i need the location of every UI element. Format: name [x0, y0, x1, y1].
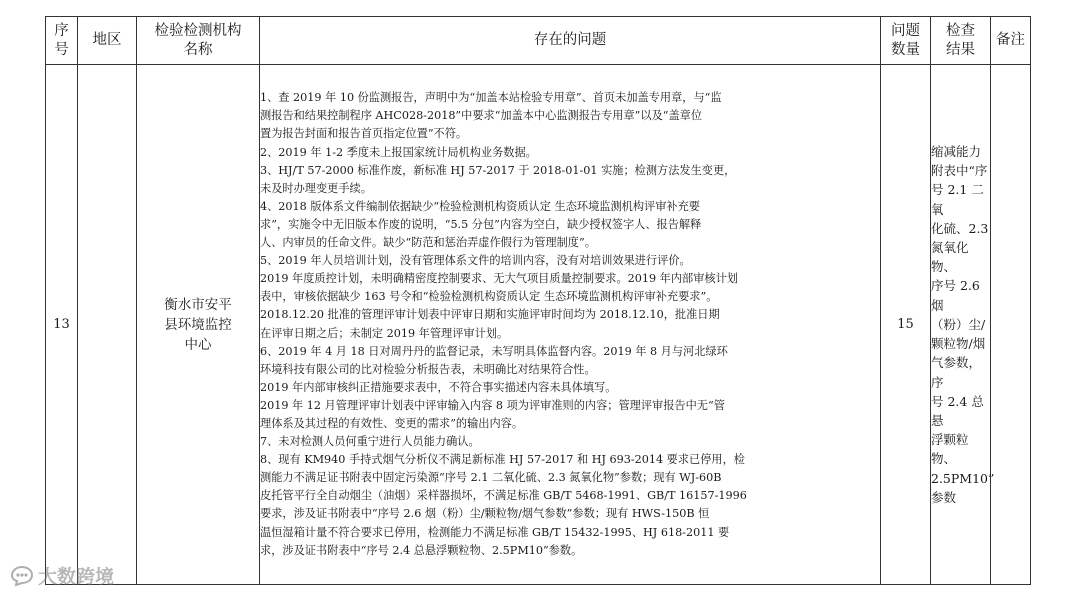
issue-line: 4、2018 版体系文件编制依据缺少“检验检测机构资质认定 生态环境监测机构评审补充要 — [260, 199, 700, 213]
header-org — [137, 17, 260, 65]
org-name: 衡水市安平县环境监控中心 — [164, 296, 232, 353]
issue-line: 2019 年度质控计划，未明确精密度控制要求、无大气项目质量控制要求。2019 年内部审核计划 — [260, 272, 738, 286]
issue-line: 环境科技有限公司的比对检验分析报告表，未明确比对结果符合性。 — [260, 362, 596, 376]
issue-line: 要求，涉及证书附表中“序号 2.6 烟（粉）尘/颗粒物/烟气参数”参数；现有 HWS-150B 恒 — [260, 507, 710, 521]
cell-count: 15 — [881, 65, 931, 585]
chat-bubble-logo-icon — [8, 565, 36, 587]
result-line: 缩减能力 — [931, 144, 982, 160]
issue-line: 测报告和结果控制程序 AHC028-2018”中要求“加盖本中心监测报告专用章”以及“盖章位 — [260, 109, 703, 123]
header-count — [881, 17, 931, 65]
result-line: 序号 2.6 烟 — [931, 278, 980, 313]
issue-line: 2019 年内部审核纠正措施要求表中，不符合事实描述内容未具体填写。 — [260, 380, 617, 394]
header-remark: 备注 — [991, 17, 1031, 65]
issue-line: 人、内审员的任命文件。缺少“防范和惩治弄虚作假行为管理制度”。 — [260, 236, 596, 250]
header-org-label: 检验检测机构名称 — [154, 22, 242, 58]
issue-list — [260, 89, 880, 559]
header-row — [46, 17, 1031, 65]
header-result — [931, 17, 991, 65]
issue-line: 理体系及其过程的有效性、变更的需求”的输出内容。 — [260, 416, 524, 430]
issue-line: 5、2019 年人员培训计划，没有管理体系文件的培训内容，没有对培训效果进行评价。 — [260, 254, 691, 268]
issue-line: 温恒湿箱计量不符合要求已停用，检测能力不满足标准 GB/T 15432-1995、HJ 618-2011 要 — [260, 525, 730, 539]
result-line: 号 2.1 二氧 — [931, 182, 984, 217]
issue-line: 1、查 2019 年 10 份监测报告，声明中为“加盖本站检验专用章”、首页未加盖专用章，与“监 — [260, 91, 722, 105]
issue-line: 测能力不满足证书附表中固定污染源“序号 2.1 二氧化硫、2.3 氮氧化物”参数；现有 WJ-60B — [260, 471, 722, 485]
table-row — [46, 65, 1031, 585]
result-line: 号 2.4 总悬 — [931, 393, 984, 428]
issue-line: 在评审日期之后；未制定 2019 年管理评审计划。 — [260, 326, 509, 340]
issue-line: 置为报告封面和报告首页指定位置”不符。 — [260, 127, 468, 141]
result-line: 浮颗粒物、 — [931, 432, 969, 467]
result-line: （粉）尘/ — [931, 316, 986, 332]
issue-line: 未及时办理变更手续。 — [260, 181, 372, 195]
issue-line: 3、HJ/T 57-2000 标准作废，新标准 HJ 57-2017 于 2018-01-01 实施；检测方法发生变更， — [260, 163, 736, 177]
result-line: 参数 — [931, 489, 957, 505]
cell-issues — [260, 65, 881, 585]
result-line: 气参数，序 — [931, 355, 982, 390]
issue-line: 2019 年 12 月管理评审计划表中评审输入内容 8 项为评审准则的内容；管理评审报告中无“管 — [260, 398, 725, 412]
issue-line: 2、2019 年 1-2 季度未上报国家统计局机构业务数据。 — [260, 145, 537, 159]
issue-line: 求，涉及证书附表中“序号 2.4 总悬浮颗粒物、2.5PM10”参数。 — [260, 543, 583, 557]
result-list — [931, 142, 995, 507]
issue-line: 求”，实施令中无旧版本作废的说明，“5.5 分包”内容为空白，缺少授权签字人、报告解释 — [260, 217, 702, 231]
issue-line: 6、2019 年 4 月 18 日对周丹丹的监督记录，未写明具体监督内容。2019 年 8 月与河北绿环 — [260, 344, 728, 358]
result-line: 化硫、2.3 — [931, 220, 989, 236]
header-seq — [46, 17, 78, 65]
issue-line: 皮托管平行全自动烟尘（油烟）采样器损坏，不满足标准 GB/T 5468-1991、GB/T 16157-1996 — [260, 489, 747, 503]
header-region: 地区 — [78, 17, 137, 65]
watermark — [8, 562, 114, 589]
result-line: 氮氧化物、 — [931, 240, 969, 275]
watermark-text: 大数跨境 — [38, 566, 115, 588]
cell-result — [931, 65, 995, 585]
result-line: 附表中“序 — [931, 163, 988, 179]
cell-seq: 13 — [46, 65, 78, 585]
inspection-table — [45, 16, 1031, 585]
cell-org — [137, 65, 260, 585]
header-seq-label: 序号 — [54, 22, 69, 58]
cell-region — [78, 65, 137, 585]
result-line: 2.5PM10” — [931, 470, 995, 486]
header-result-label: 检查结果 — [946, 22, 975, 58]
header-issues: 存在的问题 — [260, 17, 881, 65]
header-count-label: 问题数量 — [891, 22, 920, 58]
result-line: 颗粒物/烟 — [931, 336, 986, 352]
issue-line: 8、现有 KM940 手持式烟气分析仪不满足新标准 HJ 57-2017 和 HJ 693-2014 要求已停用，检 — [260, 453, 745, 467]
issue-line: 7、未对检测人员何重宁进行人员能力确认。 — [260, 435, 480, 449]
cell-remark — [991, 65, 1031, 585]
issue-line: 2018.12.20 批准的管理评审计划表中评审日期和实施评审时间均为 2018.12.10，批准日期 — [260, 308, 720, 322]
issue-line: 表中，审核依据缺少 163 号令和“检验检测机构资质认定 生态环境监测机构评审补充要求”。 — [260, 290, 718, 304]
